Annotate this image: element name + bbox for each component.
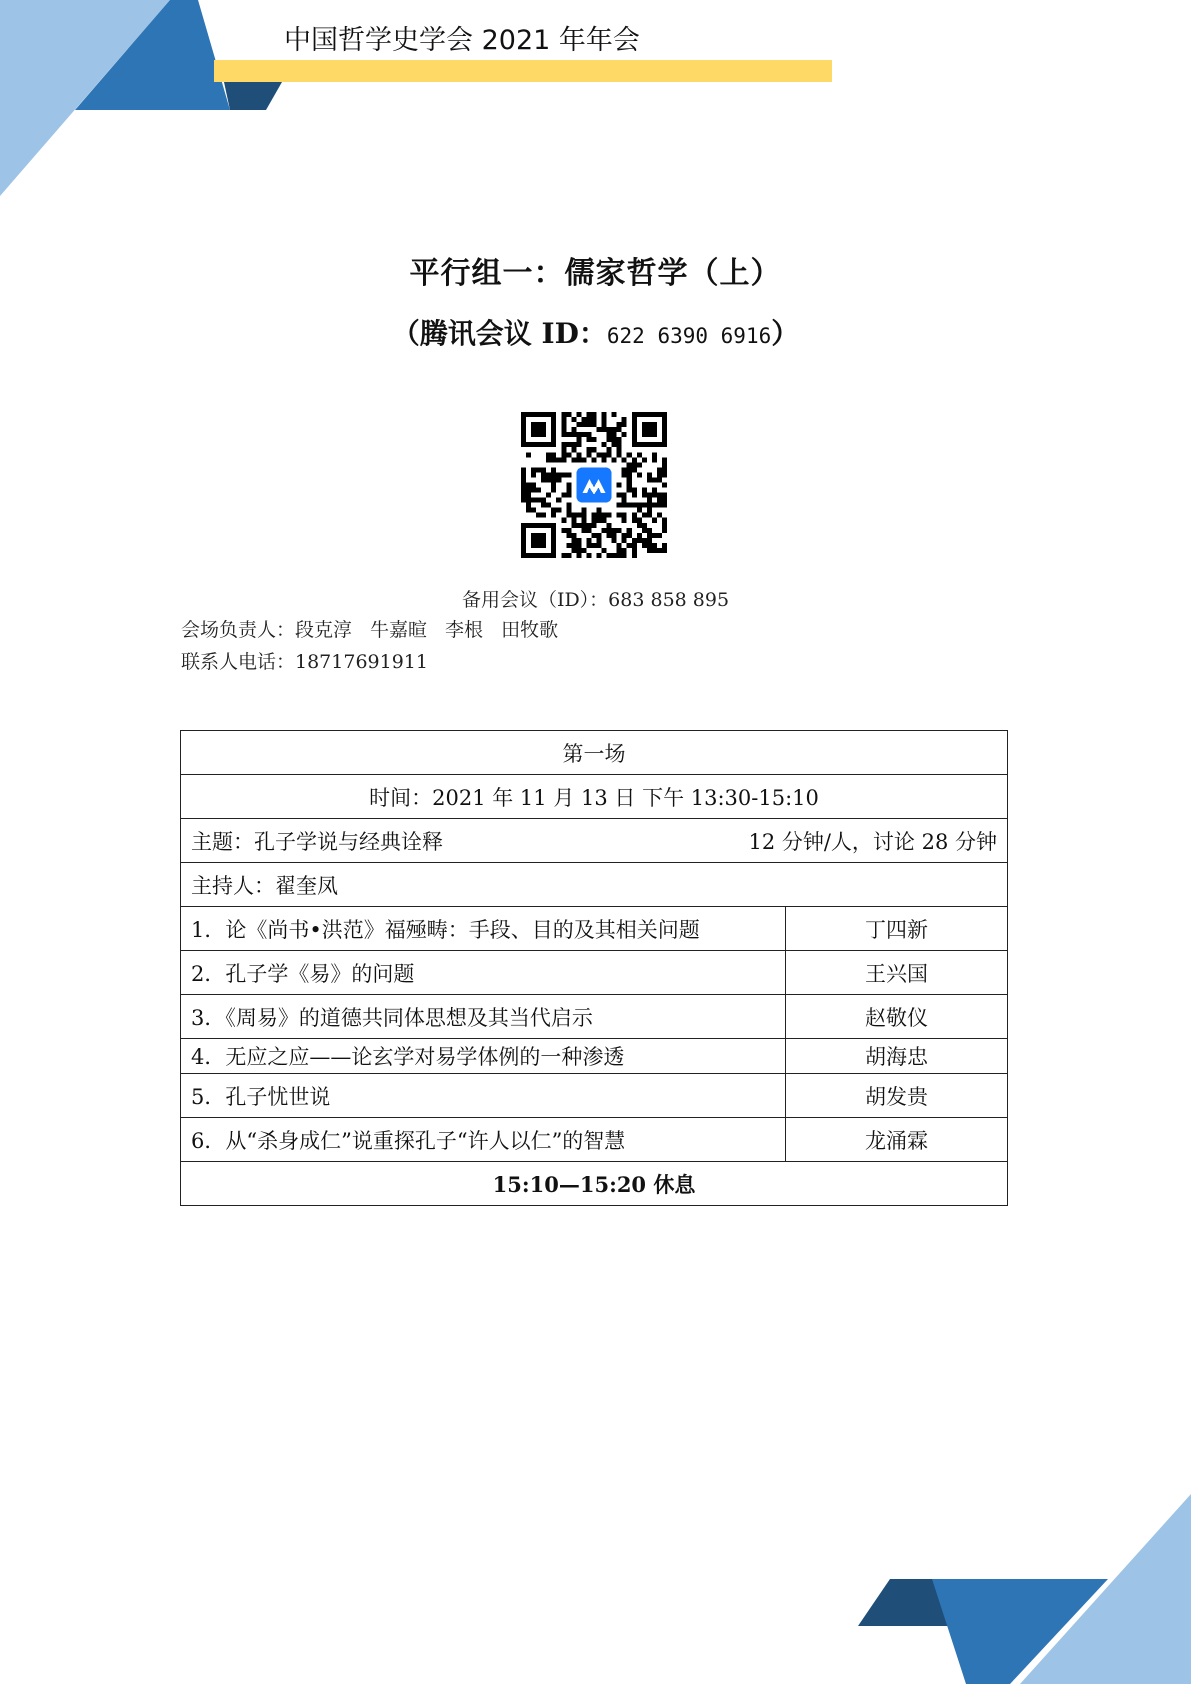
host-name: 牛嘉暄 xyxy=(370,619,428,641)
table-row xyxy=(181,1162,1008,1206)
host-name: 李根 xyxy=(445,619,484,641)
talk-title: 2．孔子学《易》的问题 xyxy=(181,951,786,995)
talk-row xyxy=(181,1118,1008,1162)
page-title: 平行组一：儒家哲学（上） xyxy=(409,256,782,291)
schedule-table xyxy=(180,730,1008,1206)
session-theme-cell xyxy=(181,819,1008,863)
talk-row xyxy=(181,951,1008,995)
talk-row xyxy=(181,1039,1008,1074)
talk-title: 4．无应之应——论玄学对易学体例的一种渗透 xyxy=(181,1039,786,1074)
header-yellow-bar xyxy=(214,60,832,82)
top-left-light-triangle xyxy=(0,0,170,196)
talk-title: 5．孔子忧世说 xyxy=(181,1074,786,1118)
talk-speaker: 丁四新 xyxy=(786,907,1008,951)
table-row xyxy=(181,819,1008,863)
host-name: 田牧歌 xyxy=(501,619,559,641)
qr-code[interactable] xyxy=(521,412,667,558)
session-rule: 12 分钟/人，讨论 28 分钟 xyxy=(748,829,997,854)
talk-speaker: 王兴国 xyxy=(786,951,1008,995)
talk-title: 1．论《尚书•洪范》福殛畴：手段、目的及其相关问题 xyxy=(181,907,786,951)
header-title: 中国哲学史学会 2021 年年会 xyxy=(284,25,640,56)
talk-row xyxy=(181,1074,1008,1118)
session-moderator: 主持人：翟奎凤 xyxy=(181,863,1008,907)
session-time: 时间：2021 年 11 月 13 日 下午 13:30-15:10 xyxy=(181,775,1008,819)
talk-speaker: 龙涌霖 xyxy=(786,1118,1008,1162)
talk-row xyxy=(181,995,1008,1039)
venue-hosts xyxy=(181,615,558,642)
break-time: 15:10—15:20 休息 xyxy=(181,1162,1008,1206)
meeting-id-value: 622 6390 6916 xyxy=(606,324,772,348)
table-row xyxy=(181,863,1008,907)
session-theme: 主题：孔子学说与经典诠释 xyxy=(191,829,443,854)
table-row xyxy=(181,775,1008,819)
talk-speaker: 赵敬仪 xyxy=(786,995,1008,1039)
meeting-id-suffix: ） xyxy=(771,317,800,350)
bottom-right-dark-triangle xyxy=(858,1579,954,1626)
talk-speaker: 胡发贵 xyxy=(786,1074,1008,1118)
top-left-blue-triangle xyxy=(75,0,230,110)
talk-speaker: 胡海忠 xyxy=(786,1039,1008,1074)
host-name: 段克淳 xyxy=(295,619,353,641)
bottom-right-blue-triangle xyxy=(932,1579,1108,1684)
talk-row xyxy=(181,907,1008,951)
talk-title: 3．《周易》的道德共同体思想及其当代启示 xyxy=(181,995,786,1039)
backup-meeting-id: 备用会议（ID）：683 858 895 xyxy=(461,589,730,611)
host-label: 会场负责人： xyxy=(181,619,296,641)
contact-phone: 联系人电话：18717691911 xyxy=(181,651,428,673)
meeting-id-prefix: （腾讯会议 ID： xyxy=(391,317,607,350)
top-left-dark-bar xyxy=(224,82,282,110)
talk-title: 6．从“杀身成仁”说重探孔子“许人以仁”的智慧 xyxy=(181,1118,786,1162)
table-row xyxy=(181,731,1008,775)
meeting-id-line xyxy=(0,312,1191,352)
bottom-right-light-triangle xyxy=(1020,1494,1191,1684)
session-name: 第一场 xyxy=(181,731,1008,775)
